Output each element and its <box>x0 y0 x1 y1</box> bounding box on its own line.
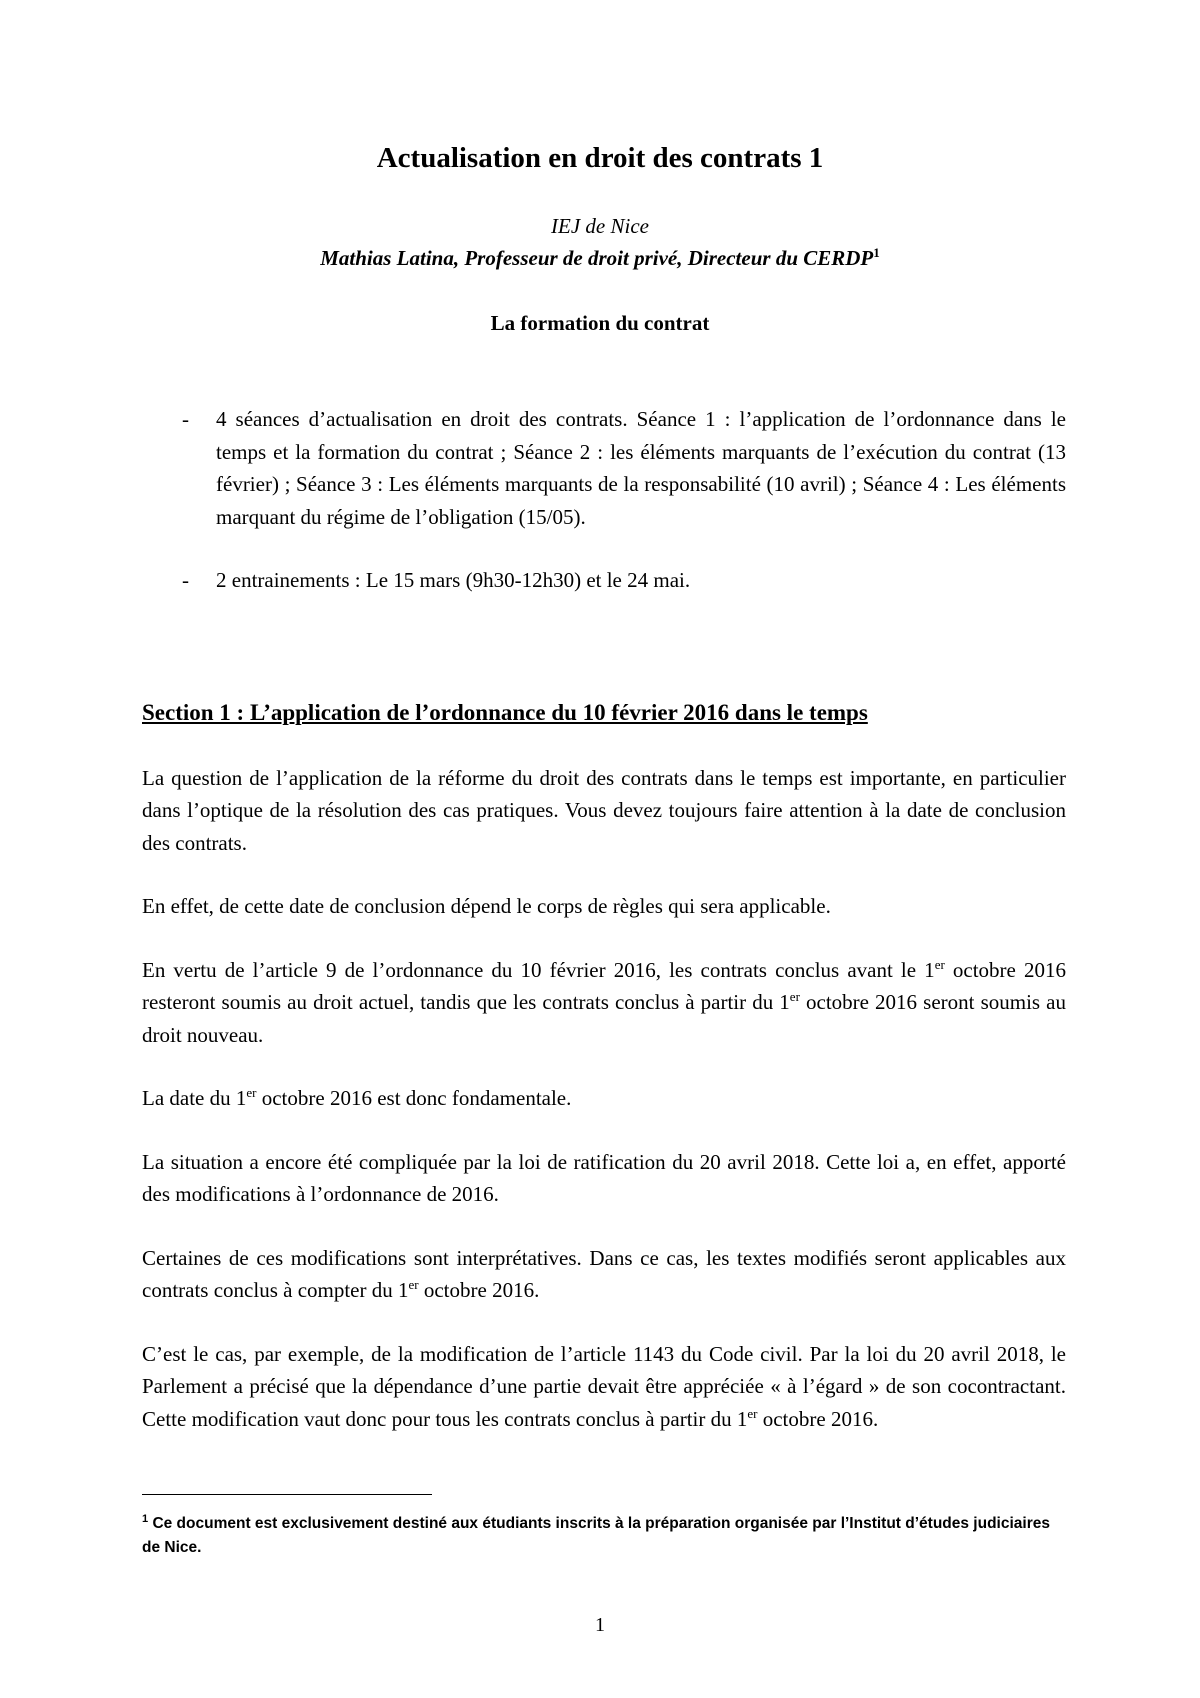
document-title: Actualisation en droit des contrats 1 <box>376 142 824 174</box>
ordinal-suffix: er <box>408 1277 419 1292</box>
author-text: Mathias Latina, Professeur de droit privé, Directeur du CERDP <box>320 246 874 270</box>
paragraph-text: octobre 2016 est donc fondamentale. <box>256 1086 572 1110</box>
list-item-text: 2 entrainements : Le 15 mars (9h30-12h30) et le 24 mai. <box>216 568 691 592</box>
paragraph: La situation a encore été compliquée par la loi de ratification du 20 avril 2018. Cette loi a, en effet, apporté des modifications à l’ordonnance de 2016. <box>142 1149 1066 1206</box>
bullet-marker: - <box>182 407 189 431</box>
page-number: 1 <box>595 1614 605 1636</box>
section-title: Section 1 : L’application de l’ordonnance du 10 février 2016 dans le temps <box>142 700 868 725</box>
list-item-text: 4 séances d’actualisation en droit des contrats. Séance 1 : l’application de l’ordonnance dans le temps et la formation du contrat ; Séance 2 : les éléments marquants de l’exécution du contrat (13 février) ; Séance 3 : Les éléments marquants de la responsabilité (10 avril) ; Séance 4 : Les éléments marquant du régime de l’obligation (15/05). <box>216 407 1066 529</box>
ordinal-suffix: er <box>747 1405 758 1421</box>
paragraph <box>142 1242 1066 1307</box>
bullet-marker: - <box>182 568 189 592</box>
paragraph: En effet, de cette date de conclusion dépend le corps de règles qui sera applicable. <box>142 894 831 918</box>
paragraph: La question de l’application de la réforme du droit des contrats dans le temps est importante, en particulier dans l’optique de la résolution des cas pratiques. Vous devez toujours faire attention à la date de conclusion des contrats. <box>142 765 1066 855</box>
paragraph-text: Certaines de ces modifications sont interprétatives. Dans ce cas, les textes modifiés seront applicables aux contrats conclus à compter du 1 <box>142 1245 1066 1302</box>
ordinal-suffix: er <box>789 989 800 1004</box>
paragraph-text: octobre 2016. <box>418 1278 540 1302</box>
paragraph-text: La date du 1 <box>142 1086 247 1110</box>
paragraph-text: En vertu de l’article 9 de l’ordonnance du 10 février 2016, les contrats conclus avant le 1 <box>142 957 935 982</box>
institution-line: IEJ de Nice <box>551 214 649 238</box>
ordinal-suffix: er <box>934 956 945 972</box>
list-item <box>142 564 1066 597</box>
footnote <box>142 1507 1066 1560</box>
footnote-reference[interactable]: 1 <box>873 245 880 260</box>
paragraph-text: octobre 2016. <box>757 1406 879 1431</box>
section-body <box>142 697 1066 1466</box>
paragraph <box>142 1338 1066 1436</box>
footnote-number: 1 <box>142 1513 149 1525</box>
subject-heading: La formation du contrat <box>490 311 710 335</box>
paragraph <box>142 954 1066 1052</box>
bullet-list <box>142 403 1066 597</box>
ordinal-suffix: er <box>246 1085 257 1100</box>
paragraph-text: octobre 2016 seront soumis au droit nouveau. <box>142 990 1066 1047</box>
author-line <box>0 245 1200 271</box>
footnote-text: Ce document est exclusivement destiné aux étudiants inscrits à la préparation organisée par l’Institut d’études judiciaires de Nice. <box>142 1515 1050 1557</box>
list-item <box>142 403 1066 533</box>
paragraph <box>142 1082 1066 1115</box>
footnote-divider <box>142 1494 432 1495</box>
paragraph-text: C’est le cas, par exemple, de la modification de l’article 1143 du Code civil. Par la loi du 20 avril 2018, le Parlement a précisé que la dépendance d’une partie devait être appréciée « à l’égard » de son cocontractant. Cette modification vaut donc pour tous les contrats conclus à partir du 1 <box>142 1341 1066 1431</box>
paragraph-text: octobre 2016 resteront soumis au droit actuel, tandis que les contrats conclus à partir du 1 <box>142 957 1066 1014</box>
